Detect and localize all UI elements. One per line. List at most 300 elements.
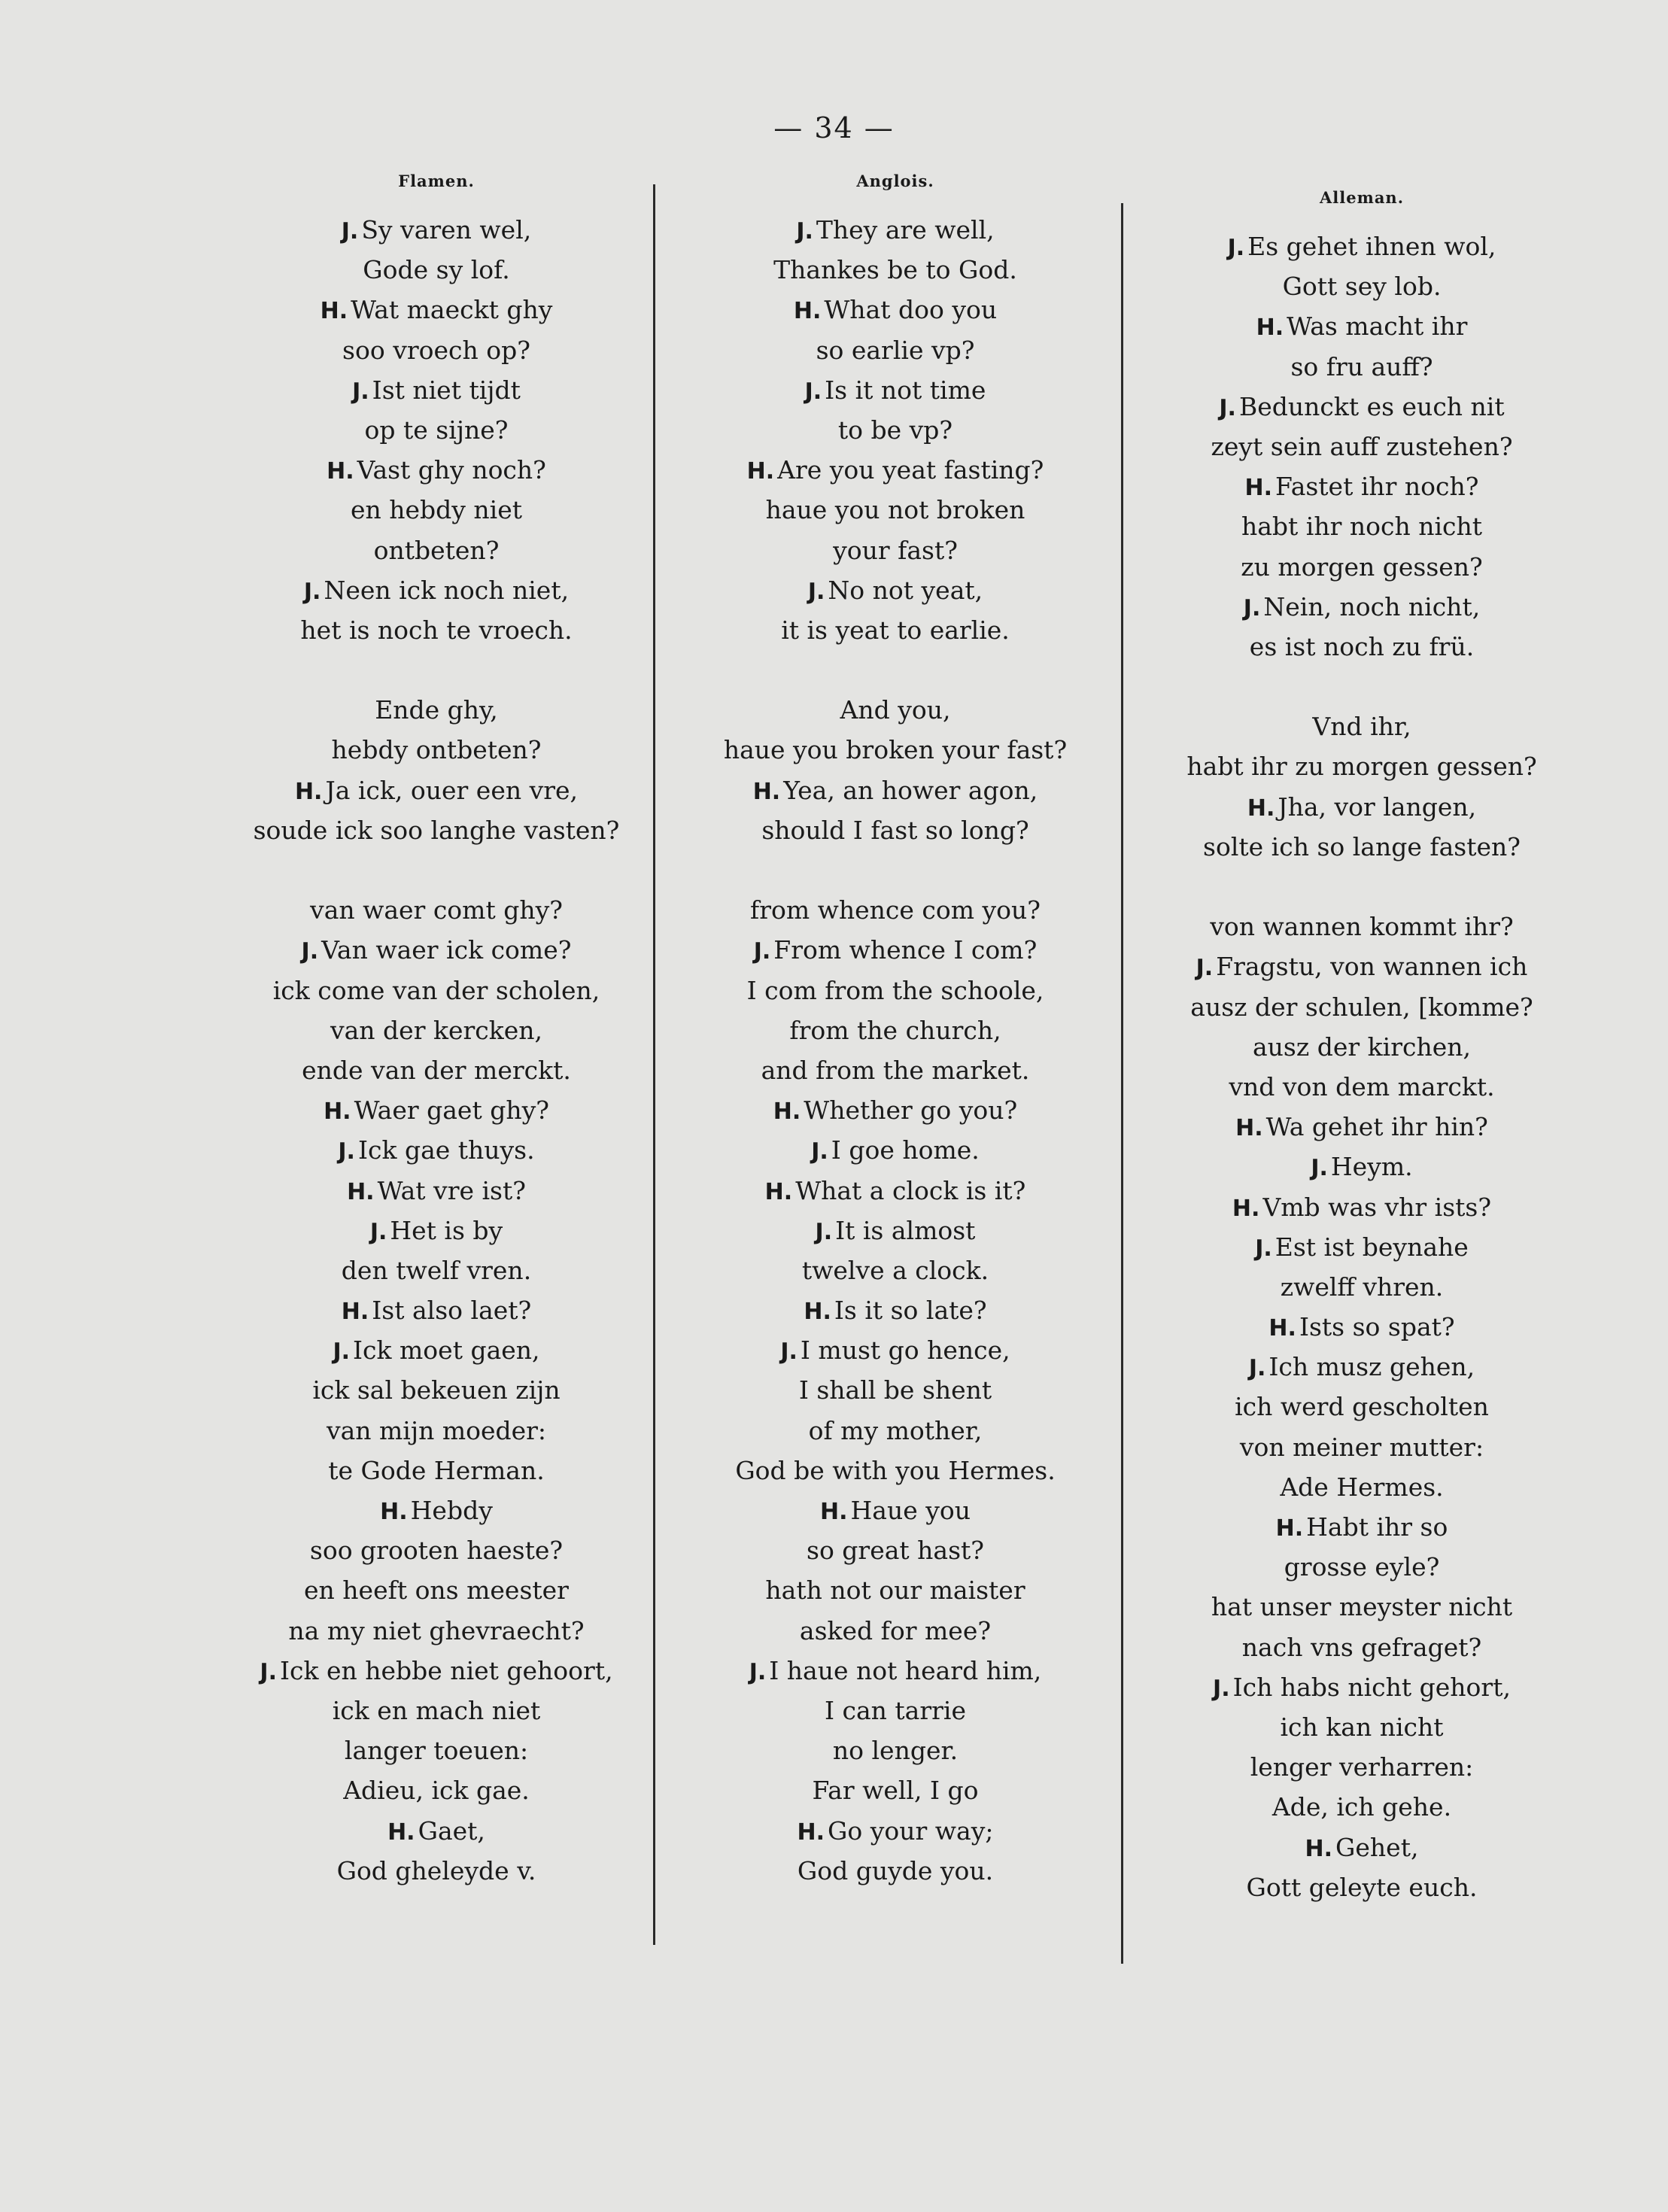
line-text: Wat vre ist?: [377, 1175, 526, 1205]
dialogue-line: [1129, 1467, 1595, 1507]
line-text: Habt ihr so: [1306, 1512, 1448, 1542]
dialogue-line: [677, 1811, 1114, 1851]
line-text: and from the market.: [761, 1055, 1030, 1085]
line-text: Est ist beynahe: [1275, 1232, 1469, 1262]
dialogue-line: [203, 450, 670, 490]
dialogue-line: [1129, 266, 1595, 306]
dialogue-line: [677, 1530, 1114, 1570]
dialogue-line: [203, 930, 670, 970]
line-text: Vnd ihr,: [1312, 712, 1411, 742]
dialogue-line: [1129, 306, 1595, 346]
speaker-label: J.: [796, 218, 813, 245]
dialogue-line: [1129, 1507, 1595, 1547]
line-text: Go your way;: [828, 1815, 994, 1846]
dialogue-line: [203, 290, 670, 330]
speaker-label: J.: [341, 218, 359, 245]
dialogue-line: [1129, 627, 1595, 667]
line-text: no lenger.: [832, 1736, 959, 1766]
dialogue-line: [677, 1050, 1114, 1090]
dialogue-line: [203, 1811, 670, 1851]
dialogue-line: [677, 1330, 1114, 1370]
column-heading: Anglois.: [856, 172, 934, 190]
dialogue-line: [1129, 867, 1595, 907]
dialogue-line: [677, 1691, 1114, 1730]
line-text: haue you not broken: [765, 495, 1025, 525]
line-text: en heeft ons meester: [304, 1575, 569, 1606]
line-text: Ich musz gehen,: [1268, 1352, 1475, 1382]
dialogue-line: [677, 1171, 1114, 1211]
speaker-label: H.: [341, 1299, 369, 1326]
line-text: twelve a clock.: [801, 1255, 989, 1285]
speaker-label: H.: [746, 458, 775, 485]
speaker-label: H.: [797, 1819, 825, 1846]
speaker-label: J.: [1227, 235, 1245, 261]
speaker-label: H.: [1244, 475, 1273, 502]
dialogue-line: [1129, 1587, 1595, 1627]
line-text: op te sijne?: [364, 415, 509, 445]
line-text: na my niet ghevraecht?: [288, 1615, 585, 1645]
speaker-label: J.: [301, 938, 319, 965]
line-text: soo grooten haeste?: [309, 1536, 564, 1566]
line-text: den twelf vren.: [341, 1255, 532, 1285]
dialogue-line: [203, 1691, 670, 1730]
page-number: — 34 —: [773, 111, 895, 144]
column-flamen: [203, 172, 670, 1891]
dialogue-line: [1129, 1427, 1595, 1467]
dialogue-line: [1129, 987, 1595, 1027]
dialogue-line: [203, 1570, 670, 1610]
dialogue-line: [203, 610, 670, 650]
dialogue-line: [677, 610, 1114, 650]
line-text: Ick en hebbe niet gehoort,: [279, 1655, 613, 1685]
speaker-label: H.: [773, 1098, 801, 1126]
dialogue-line: [677, 1370, 1114, 1410]
dialogue-line: [203, 410, 670, 450]
line-text: van mijn moeder:: [326, 1415, 547, 1445]
dialogue-line: [203, 1451, 670, 1490]
dialogue-line: [203, 330, 670, 370]
line-text: Het is by: [390, 1215, 503, 1245]
dialogue-line: [203, 730, 670, 770]
dialogue-line: [677, 410, 1114, 450]
dialogue-lines: [677, 210, 1114, 1891]
dialogue-line: [677, 650, 1114, 690]
dialogue-line: [203, 1130, 670, 1170]
line-text: Ade Hermes.: [1280, 1472, 1444, 1502]
line-text: van der kercken,: [330, 1015, 543, 1045]
speaker-label: J.: [303, 578, 321, 605]
speaker-label: J.: [1213, 1675, 1230, 1702]
dialogue-line: [677, 1250, 1114, 1290]
line-text: What doo you: [824, 295, 998, 325]
dialogue-line: [203, 1530, 670, 1570]
line-text: Wat maeckt ghy: [351, 295, 553, 325]
dialogue-line: [677, 450, 1114, 490]
line-text: I com from the schoole,: [746, 975, 1044, 1005]
dialogue-line: [677, 690, 1114, 730]
column-alleman: [1129, 188, 1595, 1907]
line-text: ende van der merckt.: [302, 1055, 571, 1085]
dialogue-line: [677, 730, 1114, 770]
dialogue-line: [1129, 1867, 1595, 1907]
dialogue-line: [203, 1730, 670, 1770]
line-text: God gheleyde v.: [336, 1855, 536, 1885]
line-text: ich werd gescholten: [1235, 1392, 1489, 1422]
line-text: habt ihr zu morgen gessen?: [1186, 752, 1537, 782]
speaker-label: J.: [338, 1138, 355, 1165]
line-text: Waer gaet ghy?: [354, 1095, 549, 1126]
dialogue-line: [677, 1411, 1114, 1451]
line-text: of my mother,: [808, 1415, 983, 1445]
line-text: Heym.: [1330, 1152, 1413, 1182]
speaker-label: J.: [352, 378, 369, 405]
line-text: And you,: [840, 695, 951, 725]
dialogue-line: [1129, 1187, 1595, 1227]
dialogue-line: [677, 1290, 1114, 1330]
dialogue-line: [1129, 1147, 1595, 1187]
dialogue-line: [677, 1770, 1114, 1810]
line-text: von meiner mutter:: [1239, 1432, 1484, 1462]
dialogue-line: [1129, 466, 1595, 506]
dialogue-line: [677, 1090, 1114, 1130]
line-text: Far well, I go: [812, 1776, 979, 1806]
line-text: ick en mach niet: [332, 1695, 541, 1725]
dialogue-line: [203, 770, 670, 810]
line-text: so earlie vp?: [816, 335, 975, 365]
dialogue-line: [677, 971, 1114, 1010]
speaker-label: H.: [1268, 1315, 1296, 1342]
line-text: ausz der kirchen,: [1253, 1032, 1471, 1062]
line-text: from whence com you?: [749, 895, 1041, 925]
line-text: Ist also laet?: [372, 1296, 532, 1326]
dialogue-line: [203, 850, 670, 890]
dialogue-line: [677, 1851, 1114, 1891]
dialogue-line: [1129, 706, 1595, 746]
speaker-label: H.: [752, 778, 781, 805]
speaker-label: J.: [749, 1658, 767, 1685]
line-text: Ich habs nicht gehort,: [1232, 1672, 1511, 1702]
column-divider: [1121, 203, 1123, 1964]
line-text: het is noch te vroech.: [300, 615, 573, 645]
speaker-label: H.: [380, 1499, 408, 1525]
line-text: lenger verharren:: [1250, 1752, 1474, 1782]
speaker-label: J.: [815, 1218, 833, 1245]
dialogue-line: [203, 1010, 670, 1050]
speaker-label: J.: [1196, 955, 1214, 982]
line-text: hat unser meyster nicht: [1211, 1592, 1513, 1622]
dialogue-line: [203, 1250, 670, 1290]
dialogue-line: [677, 490, 1114, 530]
dialogue-line: [677, 370, 1114, 410]
line-text: Yea, an hower agon,: [783, 775, 1038, 805]
speaker-label: H.: [793, 298, 822, 325]
line-text: so fru auff?: [1290, 351, 1433, 381]
speaker-label: J.: [753, 938, 771, 965]
line-text: from the church,: [789, 1015, 1001, 1045]
line-text: Bedunckt es euch nit: [1238, 391, 1505, 421]
speaker-label: H.: [324, 1098, 351, 1126]
speaker-label: J.: [1255, 1235, 1272, 1262]
line-text: to be vp?: [837, 415, 953, 445]
dialogue-line: [677, 1651, 1114, 1691]
line-text: zeyt sein auff zustehen?: [1211, 431, 1513, 461]
line-text: Ist niet tijdt: [372, 375, 521, 405]
dialogue-line: [203, 1370, 670, 1410]
speaker-label: H.: [819, 1499, 848, 1525]
dialogue-line: [677, 1130, 1114, 1170]
line-text: Ja ick, ouer een vre,: [325, 775, 579, 805]
line-text: Wa gehet ihr hin?: [1265, 1112, 1488, 1142]
line-text: asked for mee?: [799, 1615, 992, 1645]
line-text: Adieu, ick gae.: [343, 1776, 530, 1806]
speaker-label: J.: [1311, 1155, 1328, 1182]
line-text: Jha, vor langen,: [1278, 792, 1477, 822]
line-text: nach vns gefraget?: [1241, 1632, 1482, 1662]
line-text: From whence I com?: [773, 935, 1038, 965]
line-text: zu morgen gessen?: [1241, 551, 1483, 582]
dialogue-line: [677, 570, 1114, 610]
dialogue-line: [677, 1730, 1114, 1770]
line-text: Van waer ick come?: [321, 935, 572, 965]
speaker-label: H.: [347, 1178, 375, 1205]
dialogue-line: [1129, 667, 1595, 706]
dialogue-line: [1129, 1707, 1595, 1747]
line-text: grosse eyle?: [1284, 1552, 1440, 1582]
line-text: Gode sy lof.: [363, 255, 510, 285]
speaker-label: H.: [327, 458, 354, 485]
dialogue-line: [203, 570, 670, 610]
dialogue-line: [203, 1411, 670, 1451]
dialogue-line: [1129, 387, 1595, 427]
line-text: it is yeat to earlie.: [781, 615, 1010, 645]
dialogue-line: [203, 690, 670, 730]
dialogue-line: [677, 210, 1114, 250]
dialogue-line: [1129, 1387, 1595, 1427]
dialogue-line: [1129, 946, 1595, 986]
dialogue-line: [203, 1611, 670, 1651]
line-text: It is almost: [835, 1215, 976, 1245]
dialogue-line: [677, 530, 1114, 570]
line-text: No not yeat,: [828, 575, 983, 605]
dialogue-line: [1129, 827, 1595, 867]
line-text: soo vroech op?: [342, 335, 530, 365]
speaker-label: J.: [1243, 594, 1261, 621]
dialogue-line: [1129, 1787, 1595, 1827]
line-text: Is it not time: [825, 375, 986, 405]
line-text: solte ich so lange fasten?: [1203, 831, 1521, 861]
line-text: ick come van der scholen,: [272, 975, 600, 1005]
dialogue-line: [1129, 1347, 1595, 1387]
speaker-label: J.: [1219, 394, 1236, 421]
column-anglois: [677, 172, 1114, 1891]
line-text: van waer comt ghy?: [310, 895, 563, 925]
dialogue-line: [203, 370, 670, 410]
line-text: They are well,: [816, 215, 995, 245]
dialogue-line: [203, 1050, 670, 1090]
speaker-label: J.: [811, 1138, 828, 1165]
line-text: I shall be shent: [798, 1375, 992, 1405]
dialogue-line: [677, 770, 1114, 810]
dialogue-line: [1129, 427, 1595, 466]
line-text: Ade, ich gehe.: [1272, 1792, 1452, 1822]
dialogue-line: [1129, 547, 1595, 587]
line-text: Ende ghy,: [375, 695, 498, 725]
dialogue-line: [1129, 1107, 1595, 1147]
dialogue-line: [1129, 506, 1595, 546]
dialogue-lines: [1129, 226, 1595, 1907]
dialogue-line: [677, 1611, 1114, 1651]
dialogue-line: [677, 250, 1114, 290]
speaker-label: H.: [294, 778, 323, 805]
speaker-label: H.: [387, 1819, 415, 1846]
column-heading: Alleman.: [1319, 188, 1404, 207]
line-text: hebdy ontbeten?: [331, 735, 542, 765]
line-text: Fragstu, von wannen ich: [1216, 952, 1528, 982]
dialogue-line: [203, 1090, 670, 1130]
dialogue-line: [203, 490, 670, 530]
line-text: Haue you: [850, 1496, 971, 1525]
dialogue-line: [203, 1290, 670, 1330]
dialogue-line: [1129, 1067, 1595, 1107]
line-text: Nein, noch nicht,: [1263, 591, 1481, 621]
dialogue-line: [677, 890, 1114, 930]
dialogue-line: [1129, 746, 1595, 786]
line-text: ick sal bekeuen zijn: [312, 1375, 561, 1405]
line-text: should I fast so long?: [761, 815, 1029, 845]
line-text: Are you yeat fasting?: [777, 455, 1044, 485]
line-text: I goe home.: [831, 1135, 980, 1165]
dialogue-line: [203, 890, 670, 930]
line-text: Thankes be to God.: [773, 255, 1017, 285]
line-text: your fast?: [833, 535, 958, 565]
dialogue-line: [203, 530, 670, 570]
dialogue-line: [203, 1770, 670, 1810]
line-text: Gott sey lob.: [1282, 272, 1442, 302]
dialogue-line: [203, 210, 670, 250]
line-text: vnd von dem marckt.: [1229, 1071, 1495, 1101]
line-text: so great hast?: [807, 1536, 984, 1566]
speaker-label: H.: [320, 298, 348, 325]
dialogue-lines: [203, 210, 670, 1891]
speaker-label: J.: [807, 578, 825, 605]
column-heading: Flamen.: [398, 172, 475, 190]
dialogue-line: [677, 1451, 1114, 1490]
dialogue-line: [203, 810, 670, 850]
dialogue-line: [203, 1330, 670, 1370]
dialogue-line: [1129, 587, 1595, 627]
dialogue-line: [203, 1171, 670, 1211]
dialogue-line: [677, 850, 1114, 890]
line-text: von wannen kommt ihr?: [1210, 912, 1514, 942]
line-text: Gehet,: [1335, 1832, 1419, 1862]
speaker-label: H.: [1256, 314, 1284, 342]
dialogue-line: [677, 930, 1114, 970]
speaker-label: J.: [1248, 1355, 1266, 1382]
dialogue-line: [677, 1010, 1114, 1050]
line-text: zwelff vhren.: [1280, 1272, 1444, 1302]
line-text: Was macht ihr: [1287, 311, 1468, 342]
line-text: I must go hence,: [800, 1335, 1010, 1366]
line-text: es ist noch zu frü.: [1249, 631, 1475, 661]
speaker-label: H.: [1275, 1515, 1304, 1542]
line-text: Ick gae thuys.: [357, 1135, 535, 1165]
dialogue-line: [1129, 1267, 1595, 1307]
line-text: habt ihr noch nicht: [1241, 512, 1483, 542]
speaker-label: J.: [260, 1658, 277, 1685]
line-text: haue you broken your fast?: [723, 735, 1068, 765]
speaker-label: H.: [804, 1299, 831, 1326]
line-text: ausz der schulen, [komme?: [1190, 992, 1533, 1022]
speaker-label: H.: [764, 1178, 793, 1205]
dialogue-line: [203, 1851, 670, 1891]
dialogue-line: [677, 1570, 1114, 1610]
dialogue-line: [1129, 347, 1595, 387]
speaker-label: H.: [1235, 1115, 1263, 1142]
line-text: te Gode Herman.: [328, 1455, 545, 1485]
line-text: Es gehet ihnen wol,: [1247, 232, 1496, 261]
dialogue-line: [203, 250, 670, 290]
dialogue-line: [677, 1490, 1114, 1530]
speaker-label: J.: [333, 1338, 351, 1366]
line-text: Ists so spat?: [1299, 1312, 1455, 1342]
dialogue-line: [677, 290, 1114, 330]
dialogue-line: [1129, 1027, 1595, 1067]
dialogue-line: [203, 1211, 670, 1250]
speaker-label: H.: [1232, 1195, 1260, 1222]
speaker-label: H.: [1305, 1835, 1333, 1862]
dialogue-line: [1129, 1667, 1595, 1707]
dialogue-line: [677, 330, 1114, 370]
line-text: God guyde you.: [797, 1855, 994, 1885]
line-text: en hebdy niet: [350, 495, 523, 525]
line-text: Vmb was vhr ists?: [1262, 1192, 1492, 1222]
line-text: hath not our maister: [765, 1575, 1025, 1606]
dialogue-line: [677, 1211, 1114, 1250]
line-text: Sy varen wel,: [361, 215, 532, 245]
line-text: Fastet ihr noch?: [1275, 472, 1479, 502]
line-text: soude ick soo langhe vasten?: [253, 815, 620, 845]
line-text: langer toeuen:: [344, 1736, 529, 1766]
line-text: ontbeten?: [373, 535, 500, 565]
line-text: I haue not heard him,: [769, 1655, 1042, 1685]
dialogue-line: [1129, 1547, 1595, 1587]
dialogue-line: [1129, 787, 1595, 827]
line-text: Gott geleyte euch.: [1246, 1872, 1478, 1902]
dialogue-line: [1129, 1227, 1595, 1267]
line-text: I can tarrie: [825, 1695, 966, 1725]
dialogue-line: [1129, 907, 1595, 946]
dialogue-line: [203, 1651, 670, 1691]
dialogue-line: [1129, 226, 1595, 266]
line-text: Hebdy: [410, 1496, 493, 1525]
dialogue-line: [203, 1490, 670, 1530]
dialogue-line: [1129, 1828, 1595, 1867]
speaker-label: H.: [1247, 795, 1275, 822]
speaker-label: J.: [780, 1338, 798, 1366]
line-text: Ick moet gaen,: [353, 1335, 540, 1366]
line-text: ich kan nicht: [1280, 1712, 1444, 1742]
line-text: Vast ghy noch?: [357, 455, 546, 485]
dialogue-line: [1129, 1627, 1595, 1667]
line-text: Gaet,: [418, 1815, 485, 1846]
speaker-label: J.: [369, 1218, 387, 1245]
line-text: Whether go you?: [804, 1095, 1018, 1126]
line-text: What a clock is it?: [795, 1175, 1026, 1205]
speaker-label: J.: [804, 378, 822, 405]
dialogue-line: [203, 971, 670, 1010]
dialogue-line: [677, 810, 1114, 850]
line-text: Is it so late?: [834, 1296, 987, 1326]
